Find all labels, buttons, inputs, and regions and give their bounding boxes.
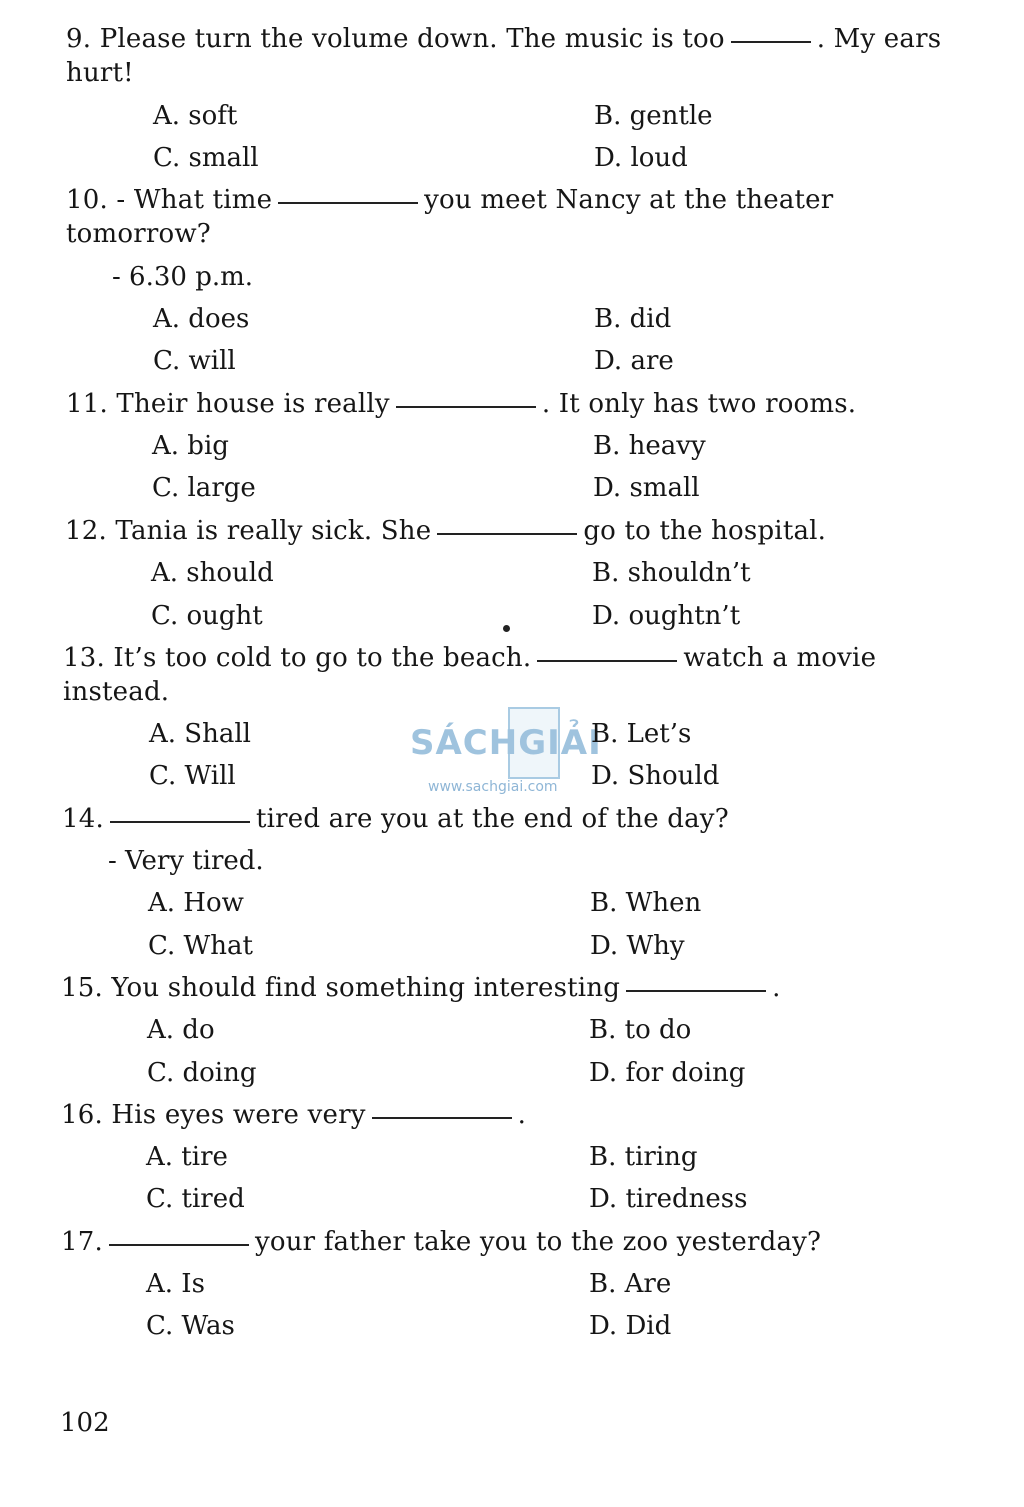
question-13: 13. It’s too cold to go to the beach. watch a movie (63, 643, 877, 673)
option-b: B. heavy (593, 431, 706, 461)
answer-blank (537, 658, 677, 662)
option-a: A. should (151, 558, 274, 588)
option-d: D. Should (591, 761, 720, 791)
option-b: B. When (590, 888, 702, 918)
option-c: C. Will (149, 761, 236, 791)
question-14: 14. tired are you at the end of the day? (62, 804, 729, 834)
option-b: B. gentle (594, 101, 713, 131)
page-number: 102 (60, 1408, 110, 1438)
watermark-logo (410, 705, 610, 805)
reply-text: - Very tired. (108, 846, 264, 876)
question-9-line2: hurt! (66, 58, 134, 88)
option-d: D. small (593, 473, 700, 503)
stray-dot (503, 625, 510, 632)
option-d: D. oughtn’t (592, 601, 741, 631)
option-b: B. to do (589, 1015, 692, 1045)
answer-blank (372, 1115, 512, 1119)
option-a: A. Is (146, 1269, 205, 1299)
option-a: A. Shall (149, 719, 251, 749)
option-c: C. What (148, 931, 253, 961)
option-d: D. are (594, 346, 674, 376)
option-a: A. does (153, 304, 250, 334)
option-d: D. loud (594, 143, 688, 173)
option-b: B. tiring (589, 1142, 698, 1172)
option-a: A. tire (146, 1142, 228, 1172)
answer-blank (109, 1242, 249, 1246)
option-a: A. How (148, 888, 244, 918)
option-b: B. did (594, 304, 672, 334)
question-10-line2: tomorrow? (66, 219, 211, 249)
answer-blank (437, 531, 577, 535)
answer-blank (396, 404, 536, 408)
question-10: 10. - What time you meet Nancy at the theater (66, 185, 834, 215)
option-d: D. Why (590, 931, 685, 961)
answer-blank (278, 200, 418, 204)
option-a: A. big (152, 431, 229, 461)
watermark-title: SÁCHGIẢI (410, 723, 602, 763)
question-15: 15. You should find something interesting . (61, 973, 781, 1003)
option-c: C. Was (146, 1311, 235, 1341)
question-17: 17. your father take you to the zoo yesterday? (61, 1227, 822, 1257)
reply-text: - 6.30 p.m. (112, 262, 254, 292)
option-b: B. Are (589, 1269, 672, 1299)
question-13-line2: instead. (63, 677, 170, 707)
option-c: C. large (152, 473, 256, 503)
option-d: D. tiredness (589, 1184, 748, 1214)
question-12: 12. Tania is really sick. She go to the hospital. (65, 516, 827, 546)
question-9: 9. Please turn the volume down. The music is too . My ears (66, 24, 942, 54)
option-c: C. doing (147, 1058, 257, 1088)
option-a: A. soft (153, 101, 238, 131)
question-16: 16. His eyes were very . (61, 1100, 527, 1130)
answer-blank (626, 988, 766, 992)
watermark-url: www.sachgiai.com (428, 779, 558, 795)
answer-blank (731, 39, 811, 43)
option-c: C. will (153, 346, 236, 376)
answer-blank (110, 819, 250, 823)
option-b: B. Let’s (591, 719, 692, 749)
option-c: C. small (153, 143, 259, 173)
option-c: C. ought (151, 601, 263, 631)
option-d: D. for doing (589, 1058, 746, 1088)
option-c: C. tired (146, 1184, 245, 1214)
question-11: 11. Their house is really . It only has two rooms. (66, 389, 857, 419)
option-d: D. Did (589, 1311, 672, 1341)
option-a: A. do (147, 1015, 215, 1045)
option-b: B. shouldn’t (592, 558, 751, 588)
